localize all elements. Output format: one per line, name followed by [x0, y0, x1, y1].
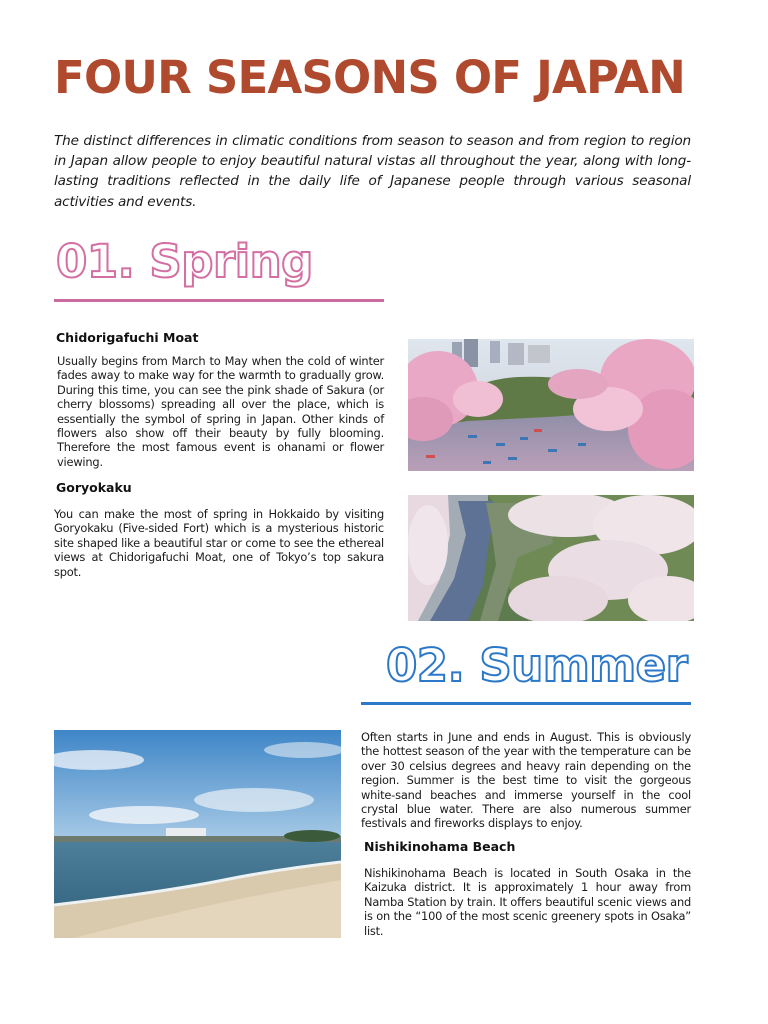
nishikinohama-text: Nishikinohama Beach is located in South Osaka in the Kaizuka district. It is approximately 1 hour away from Namba Station by train. It offers beautiful scenic views and is on the “100 of the most scenic greenery spots in Osaka” list.: [364, 866, 691, 938]
chidorigafuchi-photo: [408, 339, 694, 471]
goryokaku-photo: [408, 495, 694, 621]
goryokaku-text: You can make the most of spring in Hokkaido by visiting Goryokaku (Five-sided Fort) which is a mysterious historic site shaped like a beautiful star or come to see the ethereal views at Chidorigafuchi Moat, one of Tokyo’s top sakura spot.: [54, 507, 384, 579]
nishikinohama-title: Nishikinohama Beach: [364, 839, 516, 854]
spring-heading: 01. Spring: [56, 235, 313, 288]
chidorigafuchi-text: Usually begins from March to May when the cold of winter fades away to make way for the warmth to gradually grow. During this time, you can see the pink shade of Sakura (or cherry blossoms) spreading all over the place, which is essentially the symbol of spring in Japan. Other kinds of flowers also show off their beauty by fully blooming. Therefore the most famous event is ohanami or flower viewing.: [57, 354, 384, 469]
summer-divider: [361, 702, 691, 705]
nishikinohama-beach-photo: [54, 730, 341, 938]
intro-paragraph: The distinct differences in climatic conditions from season to season and from region to region in Japan allow people to enjoy beautiful natural vistas all throughout the year, along with long-lasting traditions reflected in the daily life of Japanese people through various seasonal activities and events.: [54, 133, 691, 210]
spring-divider: [54, 299, 384, 302]
summer-heading: 02. Summer: [386, 639, 688, 692]
goryokaku-title: Goryokaku: [56, 480, 132, 495]
page-title: FOUR SEASONS OF JAPAN: [54, 51, 685, 104]
summer-text: Often starts in June and ends in August. This is obviously the hottest season of the year with the temperature can be over 30 celsius degrees and heavy rain depending on the region. Summer is the best time to visit the gorgeous white-sand beaches and immerse yourself in the cool crystal blue water. There are also numerous summer festivals and fireworks displays to enjoy.: [361, 730, 691, 831]
chidorigafuchi-title: Chidorigafuchi Moat: [56, 330, 199, 345]
